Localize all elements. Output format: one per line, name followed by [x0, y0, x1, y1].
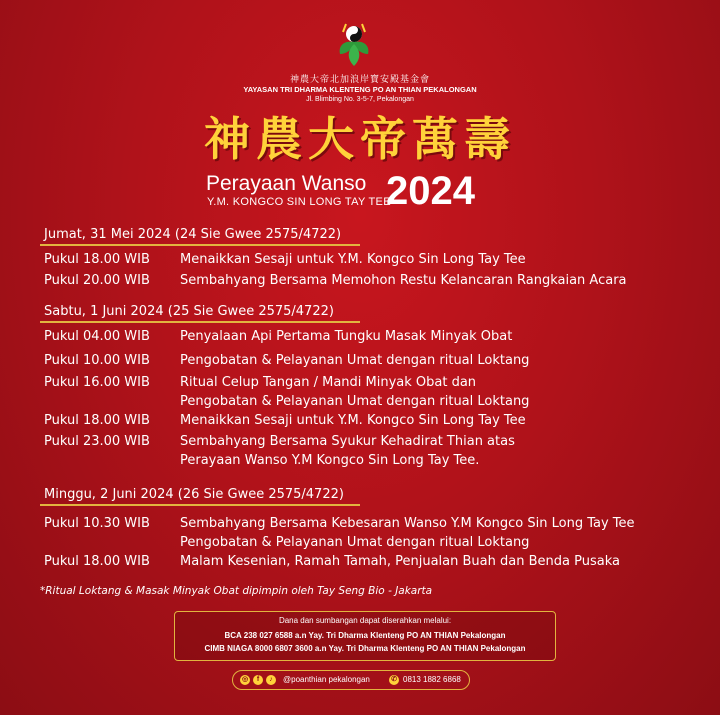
schedule-desc-continued: Pengobatan & Pelayanan Umat dengan ritual Loktang: [180, 535, 530, 550]
schedule-desc: Malam Kesenian, Ramah Tamah, Penjualan Buah dan Benda Pusaka: [180, 554, 620, 569]
event-name: Perayaan Wanso: [206, 172, 367, 195]
day-heading: Sabtu, 1 Juni 2024 (25 Sie Gwee 2575/4722): [44, 304, 334, 319]
schedule-time: Pukul 18.00 WIB: [44, 554, 150, 569]
instagram-icon[interactable]: ◎: [241, 676, 249, 683]
schedule-desc: Sembahyang Bersama Syukur Kehadirat Thian atas: [180, 434, 515, 449]
org-name: YAYASAN TRI DHARMA KLENTENG PO AN THIAN PEKALONGAN: [243, 85, 477, 94]
schedule-desc: Sembahyang Bersama Kebesaran Wanso Y.M Kongco Sin Long Tay Tee: [180, 516, 635, 531]
schedule-time: Pukul 18.00 WIB: [44, 413, 150, 428]
event-subtitle: Y.M. KONGCO SIN LONG TAY TEE: [207, 196, 391, 208]
whatsapp-icon[interactable]: ✆: [389, 675, 399, 685]
day-divider: [40, 244, 360, 246]
donation-box: [174, 611, 556, 661]
day-heading: Jumat, 31 Mei 2024 (24 Sie Gwee 2575/4722): [44, 227, 342, 242]
schedule-desc-continued: Perayaan Wanso Y.M Kongco Sin Long Tay Tee.: [180, 453, 480, 468]
bank-cimb: CIMB NIAGA 8000 6807 3600 a.n Yay. Tri Dharma Klenteng PO AN THIAN Pekalongan: [204, 644, 526, 653]
schedule-desc: Menaikkan Sesaji untuk Y.M. Kongco Sin Long Tay Tee: [180, 413, 526, 428]
donation-intro: Dana dan sumbangan dapat diserahkan melalui:: [278, 616, 452, 625]
schedule-desc: Ritual Celup Tangan / Mandi Minyak Obat dan: [180, 375, 477, 390]
schedule-time: Pukul 10.00 WIB: [44, 353, 150, 368]
temple-leaf-logo-icon: [334, 22, 374, 68]
schedule-desc: Sembahyang Bersama Memohon Restu Kelancaran Rangkaian Acara: [180, 273, 627, 288]
schedule-time: Pukul 23.00 WIB: [44, 434, 150, 449]
schedule-desc: Penyalaan Api Pertama Tungku Masak Minyak Obat: [180, 329, 513, 344]
chinese-title: 神農大帝萬壽: [204, 112, 516, 166]
social-bar: [232, 670, 470, 690]
phone-number[interactable]: 0813 1882 6868: [403, 675, 461, 684]
bank-bca: BCA 238 027 6588 a.n Yay. Tri Dharma Klenteng PO AN THIAN Pekalongan: [224, 631, 506, 640]
schedule-time: Pukul 16.00 WIB: [44, 375, 150, 390]
facebook-icon[interactable]: f: [253, 675, 263, 685]
social-handle[interactable]: @poanthian pekalongan: [283, 675, 370, 684]
schedule-desc-continued: Pengobatan & Pelayanan Umat dengan ritual Loktang: [180, 394, 530, 409]
day-divider: [40, 504, 360, 506]
org-address: Jl. Blimbing No. 3-5-7, Pekalongan: [306, 96, 414, 103]
day-heading: Minggu, 2 Juni 2024 (26 Sie Gwee 2575/4722): [44, 487, 344, 502]
schedule-time: Pukul 20.00 WIB: [44, 273, 150, 288]
schedule-time: Pukul 04.00 WIB: [44, 329, 150, 344]
schedule-desc: Menaikkan Sesaji untuk Y.M. Kongco Sin Long Tay Tee: [180, 252, 526, 267]
org-chinese-name: 神農大帝北加浪岸寶安殿基金會: [289, 75, 430, 85]
schedule-time: Pukul 18.00 WIB: [44, 252, 150, 267]
tiktok-icon[interactable]: ♪: [266, 675, 276, 685]
schedule-time: Pukul 10.30 WIB: [44, 516, 150, 531]
footnote: *Ritual Loktang & Masak Minyak Obat dipimpin oleh Tay Seng Bio - Jakarta: [40, 585, 433, 597]
day-divider: [40, 321, 360, 323]
schedule-desc: Pengobatan & Pelayanan Umat dengan ritual Loktang: [180, 353, 530, 368]
event-year: 2024: [386, 169, 475, 213]
